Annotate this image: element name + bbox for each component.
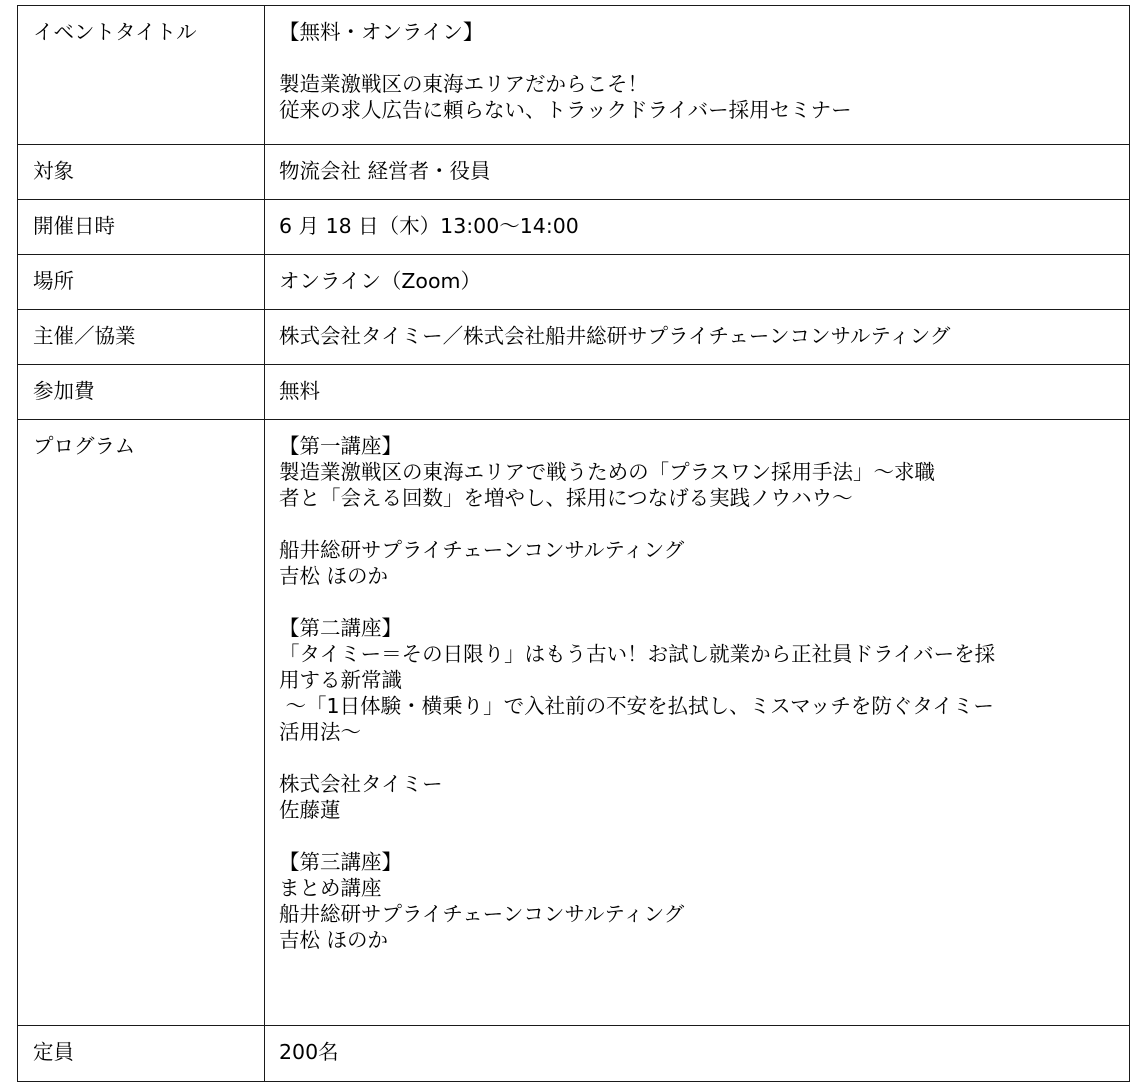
table-row-organizer: [18, 310, 1130, 365]
row-label: 定員: [18, 1026, 265, 1082]
row-label: プログラム: [18, 420, 265, 1026]
row-value: 物流会社 経営者・役員: [265, 145, 1130, 200]
row-label: 参加費: [18, 365, 265, 420]
speaker-org: 船井総研サプライチェーンコンサルティング: [279, 902, 685, 926]
session-heading: 【第三講座】: [279, 850, 402, 874]
speaker-org: 船井総研サプライチェーンコンサルティング: [279, 538, 685, 562]
table-row-fee: [18, 365, 1130, 420]
event-title-tag: 【無料・オンライン】: [279, 20, 484, 44]
row-label: イベントタイトル: [18, 6, 265, 145]
speaker-name: 佐藤蓮: [279, 798, 341, 822]
table-row-venue: [18, 255, 1130, 310]
spacer: [279, 745, 1123, 771]
spacer: [279, 45, 1123, 71]
row-label: 対象: [18, 145, 265, 200]
speaker-name: 吉松 ほのか: [279, 564, 389, 588]
session-title-line: 活用法〜: [279, 720, 361, 744]
session-title-line: まとめ講座: [279, 876, 382, 900]
row-value: オンライン（Zoom）: [265, 255, 1130, 310]
spacer: [279, 823, 1123, 849]
session-title-line: 者と「会える回数」を増やし、採用につなげる実践ノウハウ〜: [279, 486, 853, 510]
event-title-line: 従来の求人広告に頼らない、トラックドライバー採用セミナー: [279, 98, 852, 122]
row-label: 主催／協業: [18, 310, 265, 365]
row-value: 200名: [265, 1026, 1130, 1082]
speaker-org: 株式会社タイミー: [279, 772, 443, 796]
session-title-line: 〜「1日体験・横乗り」で入社前の不安を払拭し、ミスマッチを防ぐタイミー: [279, 694, 994, 718]
row-value: [265, 6, 1130, 145]
speaker-name: 吉松 ほのか: [279, 928, 389, 952]
spacer: [279, 589, 1123, 615]
session-heading: 【第二講座】: [279, 616, 402, 640]
table-row-capacity: [18, 1026, 1130, 1082]
row-value: 6 月 18 日（木）13:00〜14:00: [265, 200, 1130, 255]
event-title-line: 製造業激戦区の東海エリアだからこそ！: [279, 72, 648, 96]
table-row-target: [18, 145, 1130, 200]
session-title-line: 「タイミー＝その日限り」はもう古い！お試し就業から正社員ドライバーを採: [279, 642, 996, 666]
row-label: 場所: [18, 255, 265, 310]
spacer: [279, 511, 1123, 537]
session-heading: 【第一講座】: [279, 434, 402, 458]
table-row-program: [18, 420, 1130, 1026]
row-value: [265, 420, 1130, 1026]
row-label: 開催日時: [18, 200, 265, 255]
row-value: 株式会社タイミー／株式会社船井総研サプライチェーンコンサルティング: [265, 310, 1130, 365]
table-row-datetime: [18, 200, 1130, 255]
table-row-event-title: [18, 6, 1130, 145]
row-value: 無料: [265, 365, 1130, 420]
event-info-table: [17, 5, 1130, 1082]
session-title-line: 製造業激戦区の東海エリアで戦うための「プラスワン採用手法」〜求職: [279, 460, 935, 484]
session-title-line: 用する新常識: [279, 668, 402, 692]
